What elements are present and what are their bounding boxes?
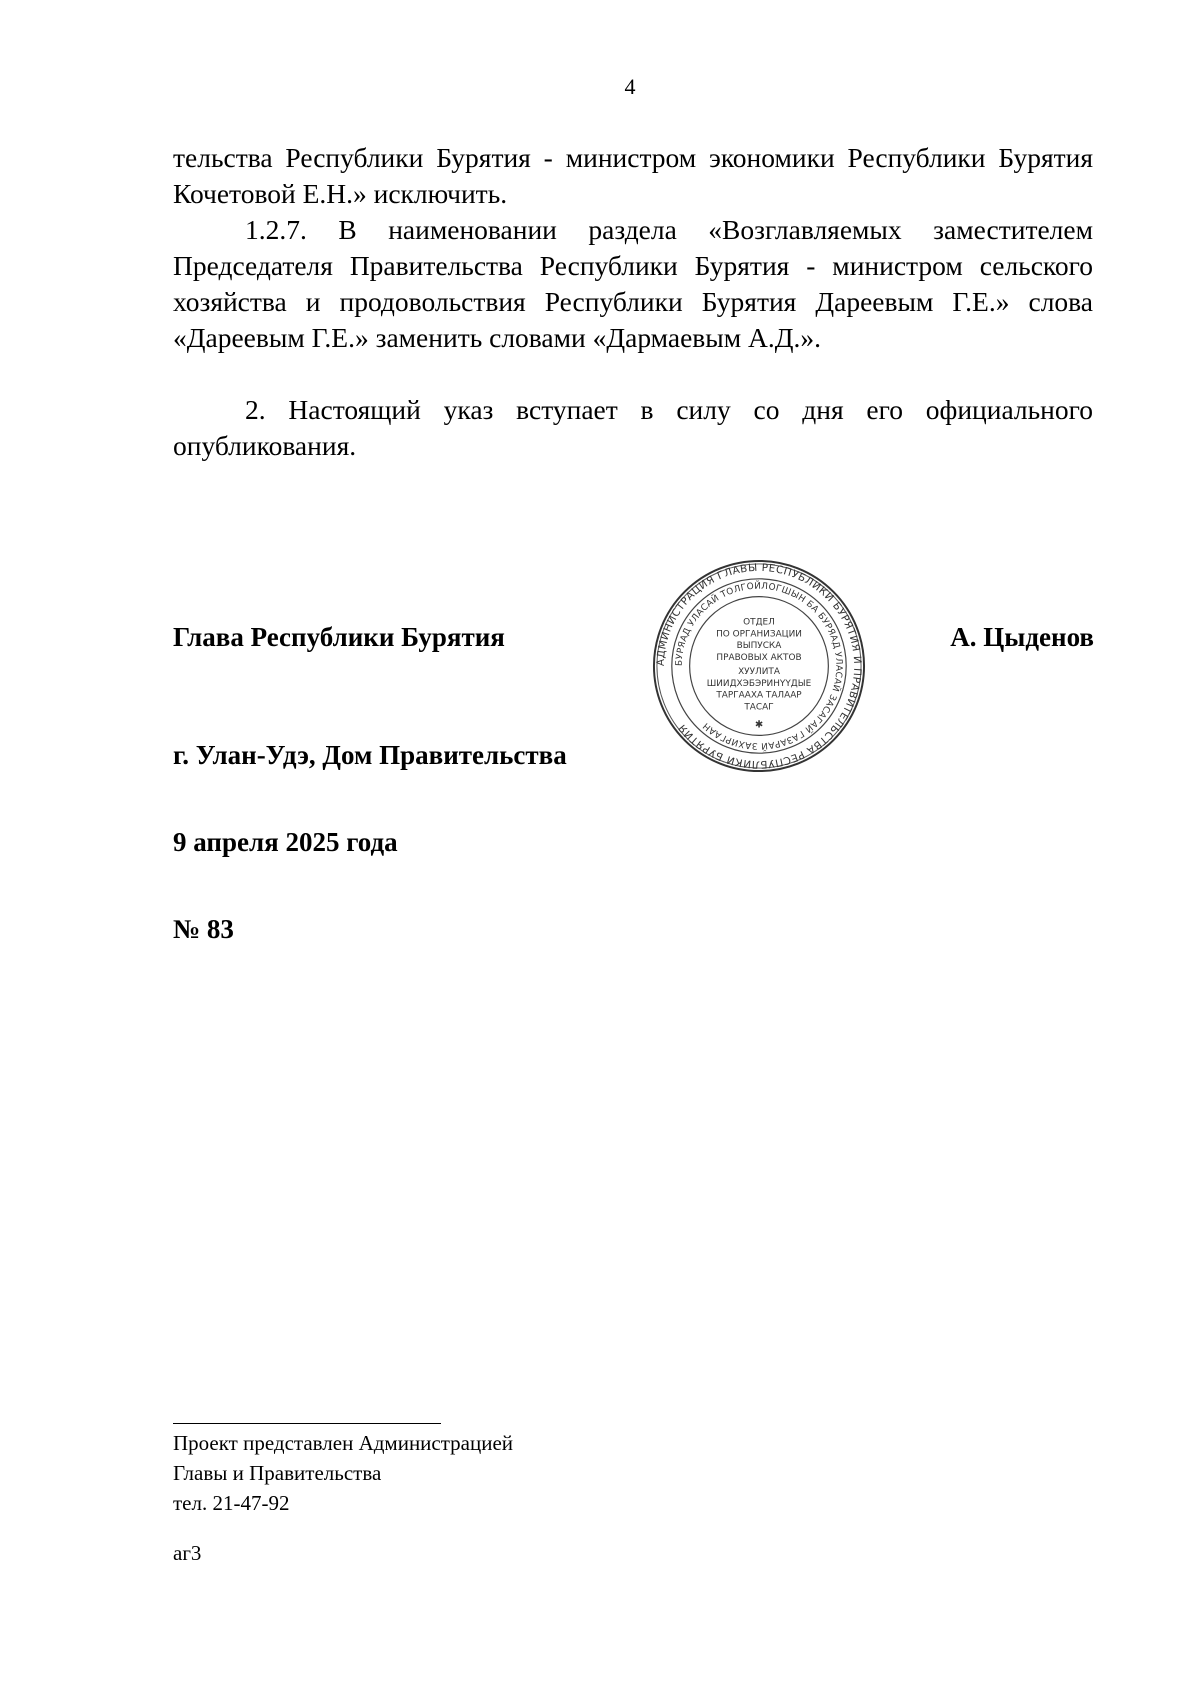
footnote-divider (173, 1423, 441, 1424)
seal-outer-text: АДМИНИСТРАЦИЯ ГЛАВЫ РЕСПУБЛИКИ БУРЯТИЯ И ПРАВИТЕЛЬСТВА РЕСПУБЛИКИ БУРЯТИЯ (654, 561, 864, 771)
footnote-line: Проект представлен Администрацией (173, 1431, 514, 1455)
decree-number: № 83 (173, 914, 234, 944)
signer-title: Глава Республики Бурятия (173, 622, 505, 652)
seal-line: ТАРГААХА ТАЛААР (716, 690, 802, 701)
official-seal (650, 557, 868, 775)
document-code: аг3 (173, 1541, 202, 1565)
footnote-line: тел. 21-47-92 (173, 1491, 290, 1515)
footnote (173, 1428, 513, 1518)
paragraph-1-2-7: 1.2.7. В наименовании раздела «Возглавляемых заместителем Председателя Правительства Республики Бурятия - министром сельского хозяйства и продовольствия Республики Бурятия Дареевым Г.Е.» слова «Дареевым Г.Е.» заменить словами «Дармаевым А.Д.». (173, 214, 1093, 353)
seal-line: ОТДЕЛ (743, 617, 775, 628)
page-number: 4 (624, 74, 636, 99)
seal-line: ХУУЛИТА (738, 666, 780, 677)
document-body (173, 140, 1093, 464)
seal-line: ШИИДХЭБЭРИНҮҮДЫЕ (706, 678, 812, 689)
signer-name: А. Цыденов (950, 622, 1094, 652)
seal-line: ПО ОРГАНИЗАЦИИ (716, 629, 802, 640)
footnote-line: Главы и Правительства (173, 1461, 382, 1485)
seal-line: ТАСАГ (744, 702, 774, 713)
seal-inner-text: БУРЯАД УЛАСАЙ ТОЛГОЙЛОГШЫН БА БУРЯАД УЛАСАЙ ЗАСАГАЙ ГАЗАРАЙ ЗАХИРГААН (674, 581, 844, 751)
paragraph-2: 2. Настоящий указ вступает в силу со дня его официального опубликования. (173, 394, 1093, 461)
paragraph-continuation: тельства Республики Бурятия - министром экономики Республики Бурятия Кочетовой Е.Н.» исключить. (173, 142, 1093, 209)
seal-line: ВЫПУСКА (736, 641, 782, 652)
seal-line: ПРАВОВЫХ АКТОВ (716, 653, 802, 664)
seal-star-icon: ✱ (754, 719, 764, 731)
place-of-signing: г. Улан-Удэ, Дом Правительства (173, 740, 567, 770)
decree-date: 9 апреля 2025 года (173, 827, 398, 857)
